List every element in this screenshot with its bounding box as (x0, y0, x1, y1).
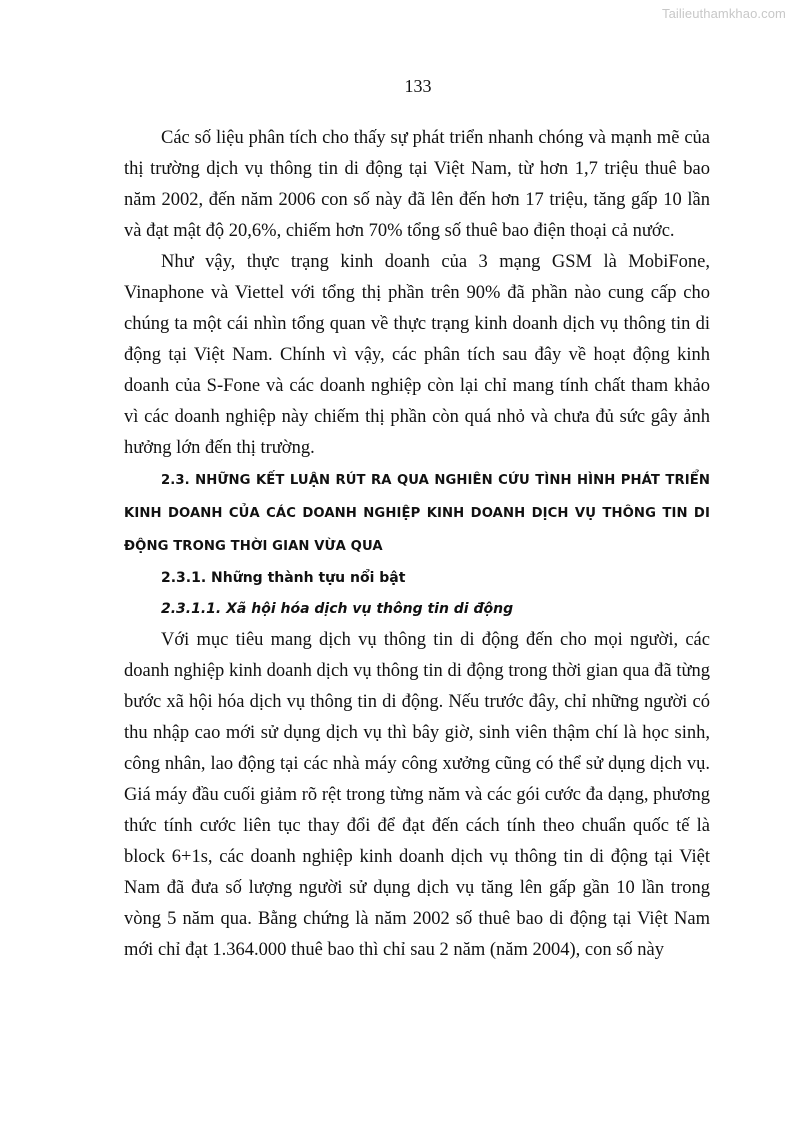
paragraph-3: Với mục tiêu mang dịch vụ thông tin di động đến cho mọi người, các doanh nghiệp kinh doanh dịch vụ thông tin di động trong thời gian qua đã từng bước xã hội hóa dịch vụ thông tin di động. Nếu trước đây, chỉ những người có thu nhập cao mới sử dụng dịch vụ thì bây giờ, sinh viên thậm chí là học sinh, công nhân, lao động tại các nhà máy công xưởng cũng có thể sử dụng dịch vụ. Giá máy đầu cuối giảm rõ rệt trong từng năm và các gói cước đa dạng, phương thức tính cước liên tục thay đổi để đạt đến cách tính theo chuẩn quốc tế là block 6+1s, các doanh nghiệp kinh doanh dịch vụ thông tin di động tại Việt Nam đã đưa số lượng người sử dụng dịch vụ tăng lên gấp gần 10 lần trong vòng 5 năm qua. Bằng chứng là năm 2002 số thuê bao di động tại Việt Nam mới chỉ đạt 1.364.000 thuê bao thì chỉ sau 2 năm (năm 2004), con số này (124, 630, 710, 960)
document-body (124, 123, 710, 966)
section-heading: 2.3. NHỮNG KẾT LUẬN RÚT RA QUA NGHIÊN CỨU TÌNH HÌNH PHÁT TRIỂN KINH DOANH CỦA CÁC DOANH NGHIỆP KINH DOANH DỊCH VỤ THÔNG TIN DI ĐỘNG TRONG THỜI GIAN VỪA QUA (124, 473, 710, 554)
paragraph-1: Các số liệu phân tích cho thấy sự phát triển nhanh chóng và mạnh mẽ của thị trường dịch vụ thông tin di động tại Việt Nam, từ hơn 1,7 triệu thuê bao năm 2002, đến năm 2006 con số này đã lên đến hơn 17 triệu, tăng gấp 10 lần và đạt mật độ 20,6%, chiếm hơn 70% tổng số thuê bao điện thoại cả nước. (124, 128, 710, 241)
subsubsection-heading: 2.3.1.1. Xã hội hóa dịch vụ thông tin di động (161, 601, 514, 617)
subsection-heading: 2.3.1. Những thành tựu nổi bật (161, 570, 406, 586)
page-number: 133 (404, 76, 432, 96)
paragraph-2: Như vậy, thực trạng kinh doanh của 3 mạng GSM là MobiFone, Vinaphone và Viettel với tổng thị phần trên 90% đã phần nào cung cấp cho chúng ta một cái nhìn tổng quan về thực trạng kinh doanh dịch vụ thông tin di động tại Việt Nam. Chính vì vậy, các phân tích sau đây về hoạt động kinh doanh của S-Fone và các doanh nghiệp còn lại chỉ mang tính chất tham khảo vì các doanh nghiệp này chiếm thị phần còn quá nhỏ và chưa đủ sức gây ảnh hưởng lớn đến thị trường. (124, 252, 710, 458)
watermark: Tailieuthamkhao.com (661, 6, 786, 21)
